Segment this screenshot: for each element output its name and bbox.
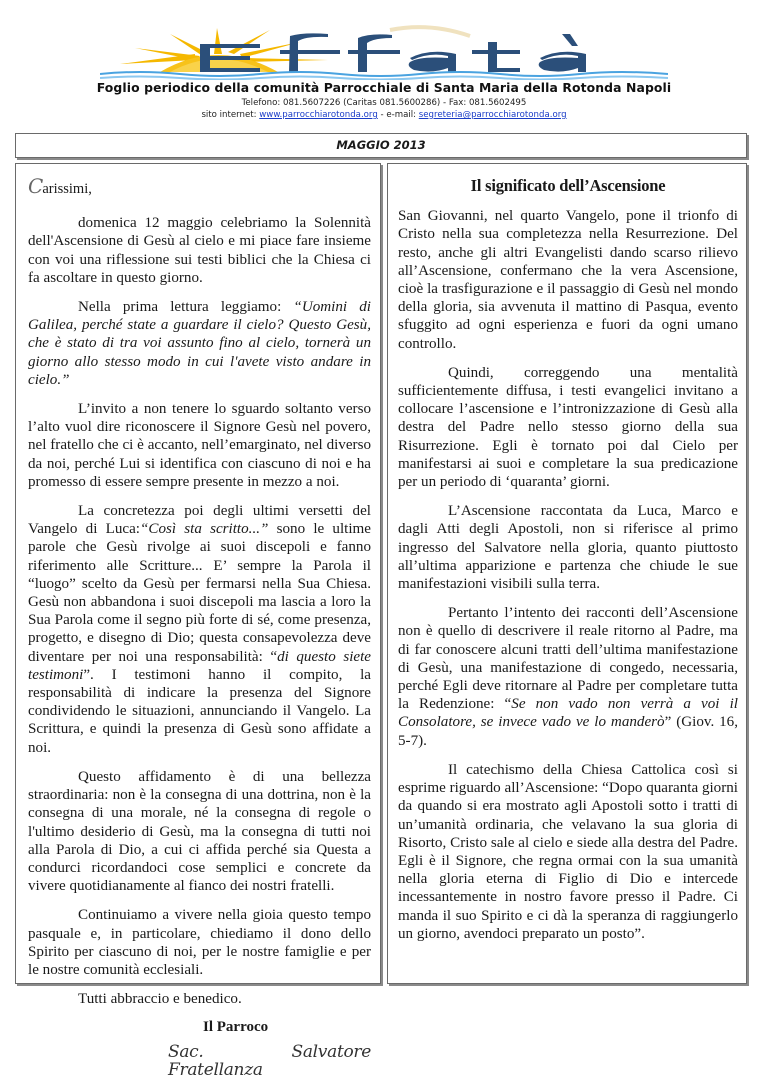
signature-name: Sac. Salvatore Fratellanza	[168, 1041, 371, 1080]
water-waves	[100, 72, 668, 80]
letter-paragraph-6: Continuiamo a vivere nella gioia questo tempo pasquale e, in particolare, chiediamo il dono dello Spirito per ciascuno di noi, per le nostre famiglie e per le nostre comunità ecclesiali.	[28, 907, 371, 978]
letter-p4-a: La concretezza poi degli ultimi versetti del Vangelo di Luca:	[28, 503, 371, 538]
masthead	[0, 0, 768, 130]
article-title: Il significato dell’Ascensione	[470, 176, 666, 195]
letter-closing: Tutti abbraccio e benedico.	[78, 991, 242, 1008]
web-contact-line	[0, 110, 768, 120]
website-link[interactable]: www.parrocchiarotonda.org	[259, 110, 378, 120]
effata-logo	[100, 20, 668, 80]
article-paragraph-1: San Giovanni, nel quarto Vangelo, pone il trionfo di Cristo nella sua completezza nella Resurrezione. Del resto, anche gli altri Evangelisti dando scarso rilievo all’Ascensione, confermano che la vera Ascensione, cioè la trasfigurazione e il passaggio di Gesù nel mondo della gloria, sia avvenuta il mattino di Pasqua, evento sfuggito ad ogni esperienza e fuori da ogni umano controllo.	[398, 208, 738, 352]
signature-role: Il Parroco	[203, 1019, 269, 1036]
salutation-initial: C	[28, 174, 43, 198]
ascension-article-box	[387, 163, 747, 984]
article-p4-b: ” (Giov. 16, 5-7).	[398, 714, 738, 749]
issue-month-box	[15, 133, 747, 158]
letter-p2-lead: Nella prima lettura leggiamo:	[78, 299, 294, 316]
article-paragraph-5: Il catechismo della Chiesa Cattolica così si esprime riguardo all’Ascensione: “Dopo quaranta giorni da quando si era mostrato agli Apostoli sotto i tratti di un’umanità ordinaria, che velavano la sua gloria di Risorto, Cristo sale al cielo e siede alla destra del Padre. Egli è il Signore, che regna ormai con la sua umanità nella gloria eterna di Figlio di Dio e intercede incessantemente in nostro favore presso il Padre. Ci manda il suo Spirito e ci dà la speranza di raggiungerlo un giorno, avendoci preparato un posto”.	[398, 761, 738, 942]
salutation-text: arissimi,	[42, 181, 92, 197]
parish-subtitle: Foglio periodico della comunità Parrocchiale di Santa Maria della Rotonda Napoli	[96, 80, 672, 95]
luke-quote: “Così sta scritto...”	[139, 521, 269, 538]
email-link[interactable]: segreteria@parrocchiarotonda.org	[418, 110, 567, 120]
letter-paragraph-5: Questo affidamento è di una bellezza straordinaria: non è la consegna di una dottrina, non è la consegna di una morale, né la consegna di regole o l'ultimo desiderio di Gesù, ma la consegna di tutti noi alla Parola di Dio, a cui ci affida perché sia Questa a condurci ricordandoci cose semplici e concrete da vivere quotidianamente al fianco dei nostri fratelli.	[28, 768, 371, 895]
salutation	[28, 174, 371, 198]
john-quote: Se non vado non verrà a voi il Consolatore, se invece vado ve lo manderò	[398, 696, 738, 731]
acts-quote: “Uomini di Galilea, perché state a guardare il cielo? Questo Gesù, che è stato di tra voi assunto fino al cielo, tornerà un giorno allo stesso modo in cui l'avete visto andare in cielo.”	[28, 299, 371, 388]
parish-letter-box	[15, 163, 381, 1080]
article-paragraph-2: Quindi, correggendo una mentalità sufficientemente diffusa, i testi evangelici invitano a collocare l’ascensione e l’intronizzazione di Gesù alla destra del Padre nello stesso giorno della sua Risurrezione. Egli è tornato poi dal Cielo per manifestarsi ai suoi e completare la sua predicazione per un periodo di ‘quaranta’ giorni.	[398, 364, 738, 491]
witness-quote: di questo siete testimoni	[28, 648, 371, 683]
letter-paragraph-2	[28, 298, 371, 389]
article-p4-a: Pertanto l’intento dei racconti dell’Ascensione non è quello di descrivere il reale ritorno al Padre, ma di far conoscere alcuni tratti dell’ultima manifestazione di Gesù, una manifestazione di congedo, necessaria, perché Egli deve ritornare al Padre per completare tutta la Redenzione: “	[398, 605, 738, 713]
article-paragraph-3: L’Ascensione raccontata da Luca, Marco e dagli Atti degli Apostoli, non si riferisce al primo ingresso del Salvatore nella gloria, quanto piuttosto all’ultima apparizione e partenza che chiude le sue manifestazioni visibili sulla terra.	[398, 503, 738, 593]
ascension-article	[398, 164, 738, 943]
letter-paragraph-3: L’invito a non tenere lo sguardo soltanto verso l’alto vuol dire riconoscere il Signore Gesù nel povero, nel fratello che ci è accanto, nell’emarginato, nel diverso da noi, perché Lui si identifica con ciascuno di noi e ha promesso di essere sempre presente in mezzo a noi.	[28, 401, 371, 490]
phone-line: Telefono: 081.5607226 (Caritas 081.5600286) - Fax: 081.5602495	[241, 98, 527, 108]
issue-month: MAGGIO 2013	[336, 138, 426, 152]
email-label: - e-mail:	[377, 110, 419, 120]
article-paragraph-4	[398, 604, 738, 750]
letter-paragraph-4	[28, 502, 371, 757]
site-label: sito internet:	[201, 110, 260, 120]
letter-p4-b: sono le ultime parole che Gesù rivolge ai suoi discepoli e fanno riferimento alle Scritture... E’ sempre la Parola il “luogo” scelto da Gesù per fermarsi nella Sua Chiesa. Gesù non abbandona i suoi discepoli ma lascia a loro la Sua Parola come il segno più forte di sé, come presenza, progetto, e disegno di Dio; questa consapevolezza deve diventare per noi una responsabilità: “	[28, 521, 371, 665]
letter-p4-c: ”. I testimoni hanno il compito, la responsabilità di indicare la presenza del Signore condividendo le situazioni, annunciando il Vangelo. La Scrittura, e quindi la presenza di Gesù sono affidate a noi.	[28, 666, 371, 756]
letter-paragraph-1: domenica 12 maggio celebriamo la Solennità dell'Ascensione di Gesù al cielo e mi piace fare insieme con voi una riflessione sui testi biblici che la Chiesa ci fa ascoltare in questo giorno.	[28, 215, 371, 286]
parish-letter	[28, 164, 371, 1079]
